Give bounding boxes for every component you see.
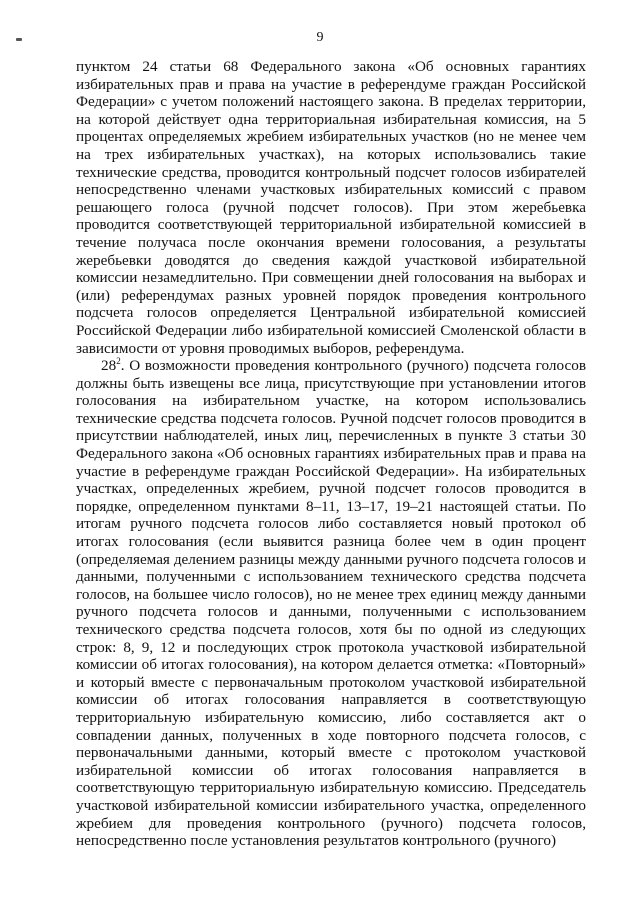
page-number: 9 <box>316 30 324 45</box>
paragraph-text: . О возможности проведения контрольного (ручного) подсчета голосов должны быть извещены все лица, присутствующие при установлении итогов голосования на избирательном участке, на котором использовались технические средства подсчета голосов. Ручной подсчет голосов проводится в присутствии наблюдателей, иных лиц, перечисленных в пункте 3 статьи 30 Федерального закона «Об основных гарантиях избирательных прав и права на участие в референдуме граждан Российской Федерации». На избирательных участках, определенных жребием, ручной подсчет голосов проводится в порядке, определенном пунктами 8–11, 13–17, 19–21 настоящей статьи. По итогам ручного подсчета голосов либо составляется новый протокол об итогах голосования (если выявится разница более чем в один процент (определяемая делением разницы между данными ручного подсчета голосов и данными, полученными с использованием технического средства подсчета голосов, на большее число голосов), но не менее трех единиц между данными ручного подсчета голосов и данными, полученными с использованием технического средства подсчета голосов, хотя бы по одной из следующих строк: 8, 9, 12 и последующих строк протокола участковой избирательной комиссии об итогах голосования), на котором делается отметка: «Повторный» и который вместе с первоначальным протоколом участковой избирательной комиссии об итогах голосования направляется в соответствующую территориальную избирательную комиссию, либо составляется акт о совпадении данных, полученных в ходе повторного подсчета голосов, с первоначальными данными, который вместе с протоколом участковой избирательной комиссии об итогах голосования направляется в соответствующую территориальную избирательную комиссию. Председатель участковой избирательной комиссии избирательного участка, определенного жребием для проведения контрольного (ручного) подсчета голосов, непосредственно после установления результатов контрольного (ручного) <box>76 357 586 850</box>
paragraph-number-superscript: 2 <box>116 356 121 367</box>
paragraph-continuation: пунктом 24 статьи 68 Федерального закона «Об основных гарантиях избирательных прав и права на участие в референдуме граждан Российской Федерации» с учетом положений настоящего закона. В пределах территории, на которой действует одна территориальная избирательная комиссия, на 5 процентах определяемых жребием избирательных участков (но не менее чем на трех избирательных участках), на которых использовались такие технические средства, проводится контрольный подсчет голосов избирателей непосредственно членами участковых избирательных комиссий с правом решающего голоса (ручной подсчет голосов). При этом жеребьевка проводится соответствующей территориальной избирательной комиссией в течение получаса после окончания времени голосования, а результаты жеребьевки доводятся до сведения каждой участковой избирательной комиссии незамедлительно. При совмещении дней голосования на выборах и (или) референдумах разных уровней порядок проведения контрольного подсчета голосов определяется Центральной избирательной комиссией Российской Федерации либо избирательной комиссией Смоленской области в зависимости от уровня проводимых выборов, референдума. <box>76 58 586 357</box>
paragraph-number: 28 <box>101 357 117 375</box>
paragraph-28-2 <box>76 357 586 850</box>
page-body <box>76 58 586 850</box>
